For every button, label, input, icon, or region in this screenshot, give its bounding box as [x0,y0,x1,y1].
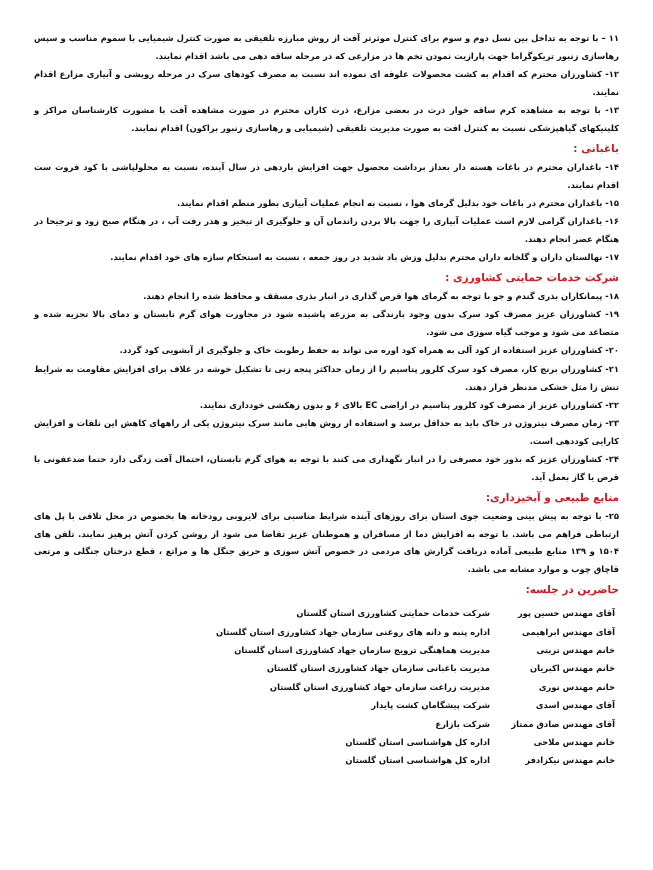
paragraph-17: ۱۷- نهالستان داران و گلخانه داران محترم بدلیل وزش باد شدید در روز جمعه ، نسبت به استحکام سازه های خود اقدام نمایند. [110,252,619,263]
attendee-name: خانم مهندس نوری [538,681,615,692]
paragraph-15: ۱۵- باغداران محترم در باغات خود بدلیل گرمای هوا ، نسبت به انجام عملیات آبیاری بطور منظم اقدام نمایند. [177,197,619,208]
paragraph-24: ۲۴- کشاورزان عزیز که بذور خود مصرفی را در انبار نگهداری می کنند با توجه به هوای گرم تابستان، احتمال آفت زدگی دارد حتما ضدعفونی با قرص یا گاز بعمل آید. [34,454,619,483]
heading-gardening: باغبانی : [573,142,619,155]
section-gardening [34,159,619,267]
paragraph-12: ۱۲- کشاورزان محترم که اقدام به کشت محصولات علوفه ای نموده اند نسبت به مصرف کودهای سرک در مرحله رویشی و آبیاری مزارع اقدام نمایند. [34,69,619,97]
attendee-organization: مدیریت هماهنگی ترویج سازمان جهاد کشاورزی استان گلستان [234,644,490,655]
attendee-organization: اداره پنبه و دانه های روغنی سازمان جهاد کشاورزی استان گلستان [216,626,490,637]
paragraph-19: ۱۹- کشاورزان عزیز مصرف کود سرک بدون وجود بارندگی به مزرعه پاشیده شود در مجاورت هوای گرم تابستان و دمای بالا تجزیه شده و متصاعد می شود و موجب گیاه سوزی می شود. [34,309,619,338]
attendee-organization: مدیریت زراعت سازمان جهاد کشاورزی استان گلستان [269,681,490,692]
attendee-organization: شرکت پیشگامان کشت پایدار [371,700,490,711]
paragraph-23: ۲۳- زمان مصرف نیتروژن در خاک باید به حداقل برسد و استفاده از روش هایی مانند سرک نیتروژن یکی از راههای کاهش این تلفات و افزایش کارایی کوددهی است. [34,418,619,446]
paragraph-18: ۱۸- پیمانکاران بذری گندم و جو با توجه به گرمای هوا قرص گذاری در انبار بذری مسقف و محافظ شده را انجام دهند. [143,291,619,302]
attendee-name: آقای مهندس حسین پور [517,608,615,619]
paragraph-16: ۱۶- باغداران گرامی لازم است عملیات آبیاری را جهت بالا بردن راندمان آن و جلوگیری از تبخیر و هدر رفت آب ، در هنگام صبح زود و ترجیحا در هنگام عصر انجام دهند. [34,216,619,244]
attendee-name: آقای مهندس ابراهیمی [522,626,615,637]
heading-attendees: حاضرین در جلسه: [525,584,619,597]
heading-support-services: شرکت خدمات حمایتی کشاورزی : [445,272,619,285]
paragraph-13: ۱۳- با توجه به مشاهده کرم ساقه خوار ذرت در بعضی مزارع، ذرت کاران محترم در صورت مشاهده آفت با مشورت کارشناسان مراکز و کلینیکهای گیاهپزشکی نسبت به کنترل افت به صورت مدیریت تلفیقی (شیمیایی و رهاسازی زنبور براکون) اقدام نمایند. [34,105,619,133]
attendee-row [34,659,619,677]
attendee-row [34,604,619,622]
section-support-services [34,288,619,487]
attendee-organization: مدیریت باغبانی سازمان جهاد کشاورزی استان گلستان [266,663,490,674]
attendee-organization: اداره کل هواشناسی استان گلستان [345,755,490,766]
heading-natural-resources: منابع طبیعی و آبخیزداری: [485,491,619,504]
attendee-row [34,733,619,751]
attendee-name: خانم مهندس تربتی [536,644,615,655]
attendee-row [34,714,619,732]
paragraph-11: ۱۱ – با توجه به تداخل بین نسل دوم و سوم برای کنترل موثرتر آفت از روش مبارزه تلفیقی به صورت کنترل شیمیایی با سموم مناسب و سپس رهاسازی زنبور تریکوگراما جهت پارازیت نمودن تخم ها در مزارعی که در مرحله ساقه دهی می باشد اقدام نمایند. [34,33,619,61]
section-pests [34,30,619,138]
paragraph-20: ۲۰- کشاورزان عزیز استفاده از کود آلی به همراه کود اوره می تواند به حفظ رطوبت خاک و جلوگیری از آبشویی کود گردد. [119,345,619,356]
attendee-organization: شرکت بازارع [435,718,490,729]
paragraph-22: ۲۲- کشاورزان عزیز از مصرف کود کلرور پتاسیم در اراضی EC بالای ۶ و بدون زهکشی خودداری نمایند. [199,399,619,410]
paragraph-25: ۲۵- با توجه به پیش بینی وضعیت جوی استان برای روزهای آینده شرایط مناسبی برای لایروبی رودخانه ها بخصوص در محل تلاقی با پل های ارتباطی فراهم می باشد. با توجه به افزایش دما از مسافران و هموطنان عزیز تقاضا می شود از روشن کردن آتش پرهیز نمایند. تلفن های ۱۵۰۴ و ۱۳۹ منابع طبیعی آماده دریافت گزارش های مردمی در خصوص آتش سوزی و حریق جنگل ها و مراتع ، قطع درختان جنگلی و مرتعی قاچاق چوب و موارد مشابه می باشد. [34,510,619,575]
attendee-name: آقای مهندس صادق ممتاز [511,718,615,729]
attendee-row [34,696,619,714]
attendee-name: آقای مهندس اسدی [535,700,615,711]
attendee-name: خانم مهندس نیکزادفر [525,755,615,766]
paragraph-14: ۱۴- باغداران محترم در باغات هسته دار بعداز برداشت محصول جهت افزایش باردهی در سال آینده، نسبت به محلولپاشی با کود فروت ست اقدام نمایند. [34,161,619,190]
attendee-row [34,641,619,659]
attendee-name: خانم مهندس اکبریان [529,663,615,674]
attendee-name: خانم مهندس ملاحی [533,736,615,747]
attendee-organization: شرکت خدمات حمایتی کشاورزی استان گلستان [296,608,490,619]
attendees-list [34,604,619,770]
section-natural-resources [34,508,619,579]
paragraph-21: ۲۱- کشاورزان برنج کار، مصرف کود سرک کلرور پتاسیم را از زمان حداکثر پنجه زنی تا تشکیل خوشه در غلاف برای افزایش مقاومت به شرایط تنش زا مثل خشکی مدنظر قرار دهند. [34,363,619,392]
attendee-row [34,751,619,769]
attendee-row [34,678,619,696]
attendee-organization: اداره کل هواشناسی استان گلستان [345,736,490,747]
attendee-row [34,622,619,640]
